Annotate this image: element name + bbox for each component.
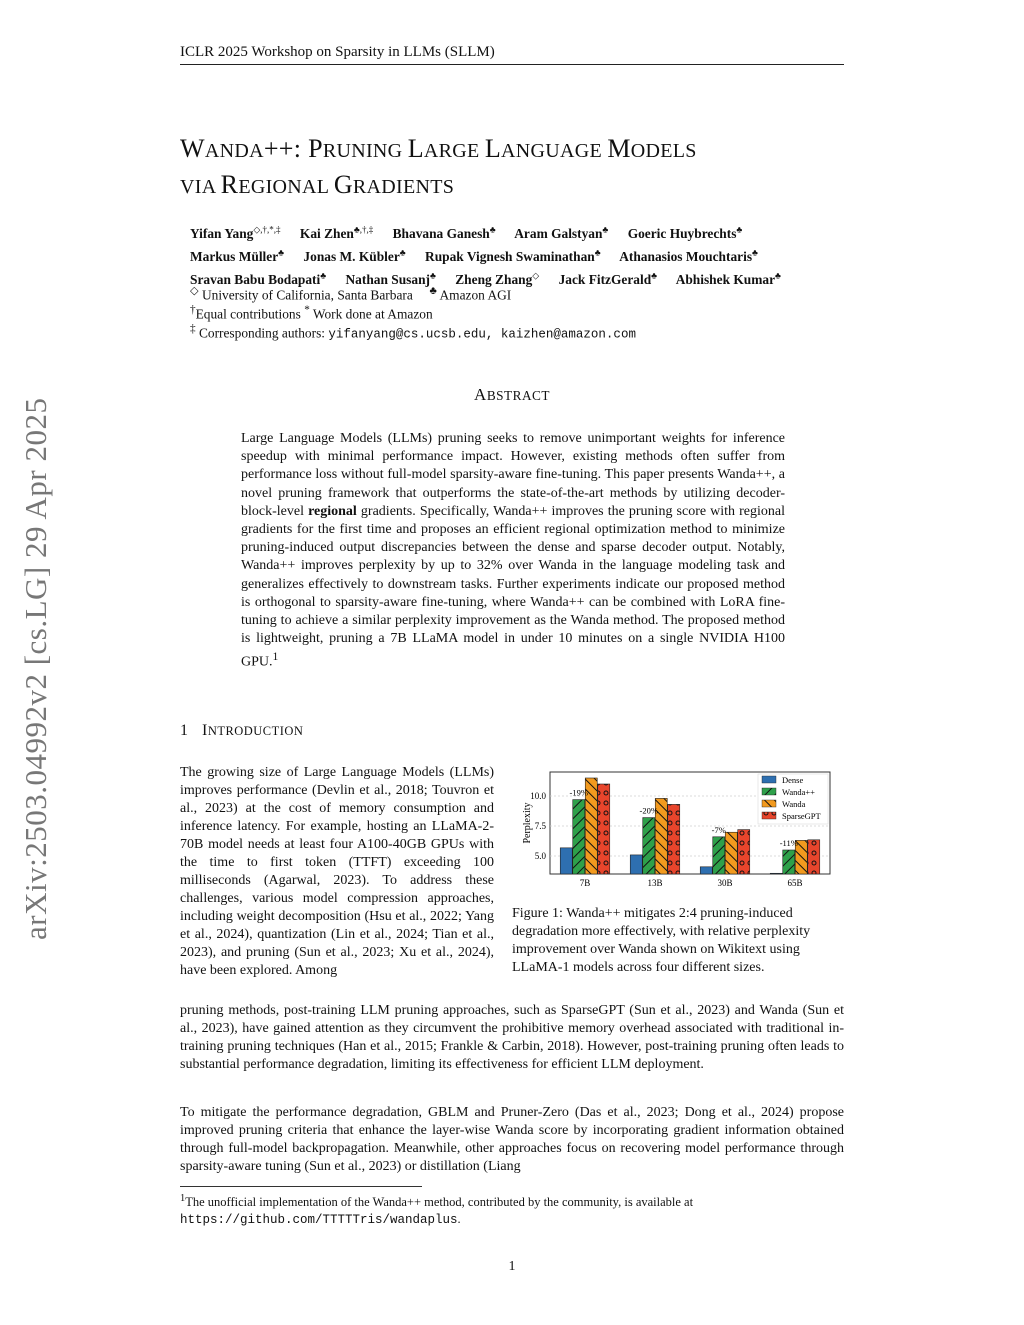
footnote-rule (180, 1186, 422, 1187)
x-tick-label: 65B (787, 878, 803, 888)
title-part: RUNING (322, 140, 408, 162)
y-axis-label: Perplexity (522, 802, 533, 844)
title-part: R (220, 170, 239, 199)
footnote-ref[interactable]: 1 (272, 650, 279, 664)
author: Yifan Yang◇,†,*,‡ (190, 225, 281, 242)
author: Zheng Zhang◇ (455, 270, 540, 288)
abstract-heading: ABSTRACT (474, 385, 550, 404)
legend-label: Wanda++ (782, 787, 815, 797)
author-line-2 (190, 244, 850, 267)
legend-label: SparseGPT (782, 811, 821, 821)
improvement-annotation: -20% (639, 805, 658, 816)
bar-sparsegpt-13b (668, 804, 680, 874)
legend-swatch (762, 776, 776, 783)
bar-dense-30b (700, 867, 712, 874)
legend-swatch (762, 812, 776, 819)
author-list (190, 221, 850, 290)
author: Athanasios Mouchtaris♣ (619, 247, 758, 265)
author: Rupak Vignesh Swaminathan♣ (425, 247, 601, 265)
figure-caption: Figure 1: Wanda++ mitigates 2:4 pruning-induced degradation more effectively, with relative perplexity improvement over Wanda shown on Wikitext using LLaMA-1 models across four different sizes. (512, 906, 811, 975)
improvement-annotation: -7% (711, 824, 726, 835)
y-tick-label: 10.0 (530, 791, 546, 801)
title-line-2 (180, 168, 697, 204)
bar-sparsegpt-65b (808, 840, 820, 874)
title-part: ANGUAGE (501, 140, 608, 162)
intro-paragraph-2: To mitigate the performance degradation, GBLM and Pruner-Zero (Das et al., 2023; Dong et al., 2024) propose improved pruning criteria that enhance the layer-wise Wanda score by incorporating gradient information obtained through full-model backpropagation. Meanwhile, other approaches focus on recovering model performance through sparsity-aware tuning (Sun et al., 2023) or distillation (Liang (180, 1105, 844, 1174)
author-line-1 (190, 221, 850, 244)
footnote-link[interactable]: https://github.com/TTTTTris/wandaplus (180, 1213, 458, 1228)
y-tick-label: 7.5 (534, 821, 546, 831)
author: Goeric Huybrechts♣ (627, 225, 743, 242)
bar-sparsegpt-30b (738, 830, 750, 874)
title-part: EGIONAL (238, 176, 334, 198)
abstract-body: Large Language Models (LLMs) pruning seeks to remove unimportant weights for inference speedup with minimal performance impact. However, existing methods often suffer from performance loss without full-model sparsity-aware fine-tuning. This paper presents Wanda++, a novel pruning framework that outperforms the state-of-the-art methods by utilizing decoder-block-level regional gradients. Specifically, Wanda++ improves the pruning score with regional gradients for the first time and proposes an efficient regional optimization method to minimize pruning-induced output discrepancies between the dense and sparse decoder output. Notably, Wanda++ improves perplexity by up to 32% over Wanda in the language modeling task and generalizes effectively to downstream tasks. Further experiments indicate our proposed method is orthogonal to sparsity-aware fine-tuning, where Wanda++ can be combined with LoRA fine-tuning to achieve a similar perplexity improvement as the Wanda method. The proposed method is lightweight, pruning a 7B LLaMA model in under 10 minutes on a single NVIDIA H100 GPU.$^1$ (241, 431, 786, 671)
title-part: VIA (180, 176, 221, 198)
arxiv-stamp: arXiv:2503.04992v2 [cs.LG] 29 Apr 2025 (18, 397, 53, 940)
author: Sravan Babu Bodapati♣ (190, 270, 327, 288)
contribution-note: †Equal contributions * Work done at Amazon (190, 304, 433, 322)
section-heading-introduction: 1 INTRODUCTION (180, 722, 304, 739)
x-tick-label: 30B (717, 878, 733, 888)
improvement-annotation: -11% (779, 838, 798, 848)
bar-wandapp-7b (573, 800, 585, 874)
title-part: W (180, 134, 205, 163)
title-part: RADIENTS (352, 176, 455, 198)
author: Aram Galstyan♣ (514, 225, 609, 242)
title-part: L (407, 134, 424, 163)
author: Jonas M. Kübler♣ (303, 247, 406, 265)
corresponding-authors: ‡ Corresponding authors: yifanyang@cs.ucsb.edu, kaizhen@amazon.com (190, 323, 636, 342)
bar-wandapp-13b (643, 818, 655, 874)
abstract-emphasis: regional (308, 503, 357, 519)
author: Abhishek Kumar♣ (675, 270, 781, 288)
legend-label: Wanda (782, 799, 806, 809)
bar-dense-65b (770, 873, 782, 874)
bar-wanda-30b (725, 832, 737, 874)
author: Bhavana Ganesh♣ (392, 225, 496, 242)
perplexity-bar-chart (514, 768, 836, 896)
running-header: ICLR 2025 Workshop on Sparsity in LLMs (SLLM) (180, 44, 495, 60)
author: Nathan Susanj♣ (345, 270, 436, 288)
x-tick-label: 7B (579, 878, 591, 888)
legend-swatch (762, 788, 776, 795)
bar-dense-7b (560, 848, 572, 874)
title-line-1 (180, 132, 697, 168)
author: Jack FitzGerald♣ (558, 270, 658, 288)
paper-title (180, 132, 697, 204)
y-tick-label: 5.0 (534, 851, 546, 861)
affiliation-line: ◇ University of California, Santa Barbara ♣ Amazon AGI (190, 285, 512, 303)
bar-wandapp-30b (713, 837, 725, 874)
x-tick-label: 13B (647, 878, 663, 888)
legend-label: Dense (782, 775, 804, 785)
title-part: M (607, 134, 631, 163)
intro-column-text: The growing size of Large Language Models (LLMs) improves performance (Devlin et al., 2018; Touvron et al., 2023) at the cost of memory consumption and inference latency. For example, hosting an LLaMA-2-70B model needs at least four A100-40GB GPUs with the time to first token (TTFT) exceeding 100 milliseconds (Agarwal, 2023). To address these challenges, various model compression approaches, including weight decomposition (Hsu et al., 2022; Yang et al., 2024), quantization (Lin et al., 2024; Tian et al., 2023), and pruning (Sun et al., 2023; Xu et al., 2024), have been explored. Among (180, 765, 494, 978)
intro-paragraph-1-continued: pruning methods, post-training LLM pruning approaches, such as SparseGPT (Sun et al., 2023) and Wanda (Sun et al., 2023), have gained attention as they circumvent the prohibitive memory overhead associated with traditional in-training pruning techniques (Han et al., 2015; Frankle & Carbin, 2018). However, post-training pruning often leads to substantial performance degradation, limiting its effectiveness for efficient LLM deployment. (180, 1003, 844, 1072)
title-part: ++: P (263, 134, 323, 163)
author: Markus Müller♣ (190, 247, 285, 265)
improvement-annotation: -19% (569, 787, 588, 798)
bar-wandapp-65b (783, 850, 795, 874)
title-part: ODELS (630, 140, 697, 162)
legend-swatch (762, 800, 776, 807)
corresponding-emails[interactable]: yifanyang@cs.ucsb.edu, kaizhen@amazon.com (328, 327, 636, 342)
title-part: L (484, 134, 502, 163)
title-part: ARGE (423, 140, 485, 162)
author: Kai Zhen♣,†,‡ (299, 225, 374, 242)
bar-sparsegpt-7b (598, 784, 610, 874)
title-part: G (333, 170, 353, 199)
page-number: 1 (508, 1259, 516, 1274)
bar-dense-13b (630, 855, 642, 874)
footnote: $^1$The unofficial implementation of the Wanda++ method, contributed by the community, is available at https://github.com/TTTTTris/wandaplus. (180, 1193, 694, 1228)
header-rule (180, 64, 844, 65)
title-part: ANDA (204, 140, 264, 162)
